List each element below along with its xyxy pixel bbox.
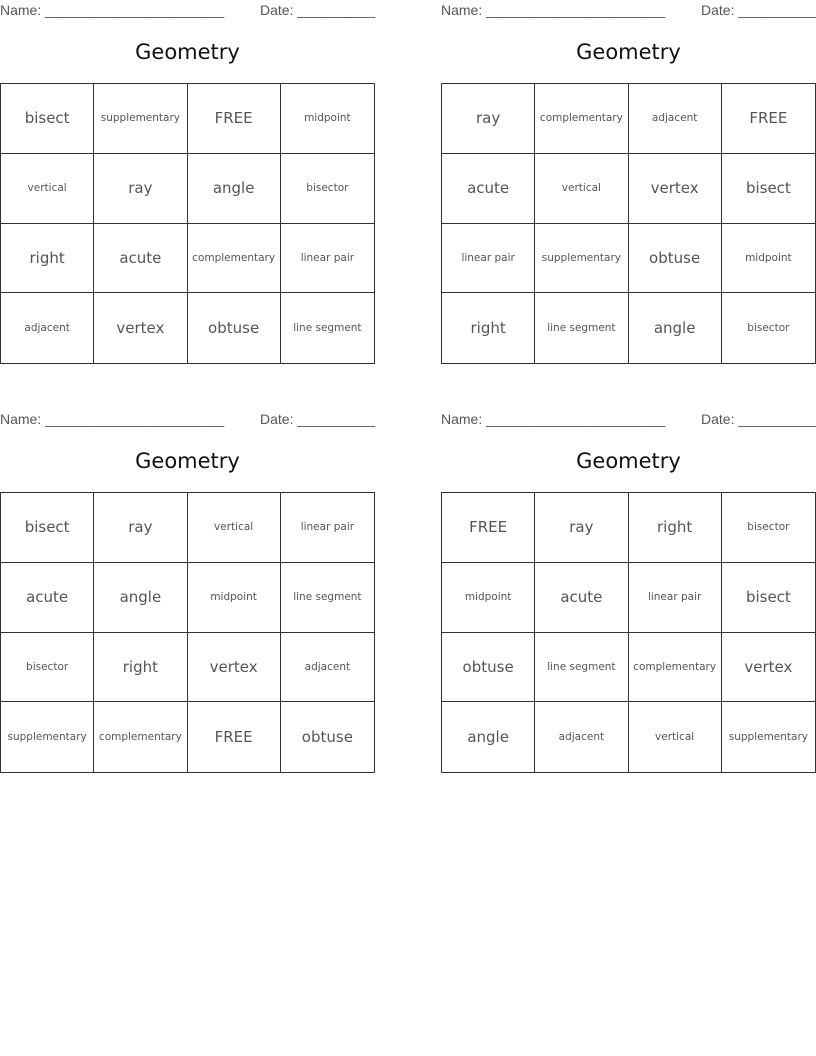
bingo-cell: line segment [281,563,374,633]
bingo-cell: bisect [722,563,815,633]
name-field: Name: _______________________ [0,411,225,427]
bingo-cell: obtuse [301,728,353,747]
bingo-cell: linear pair [281,493,374,563]
bingo-cell: obtuse [188,293,281,363]
bingo-cell: bisect [1,493,94,563]
date-field: Date: __________ [701,411,816,427]
bingo-cell: acute [1,563,94,633]
bingo-cell: vertex [722,633,815,703]
bingo-cell: midpoint [442,563,535,633]
card-title: Geometry [135,449,240,473]
bingo-cell: angle [442,702,535,772]
bingo-cell: vertex [188,633,281,703]
bingo-cell: ray [94,154,187,224]
bingo-cell: supplementary [728,731,808,744]
card-header [0,0,375,20]
bingo-grid [0,83,375,364]
bingo-card-4 [441,409,816,747]
bingo-cell: vertical [629,702,722,772]
bingo-cell: ray [442,84,535,154]
bingo-cell: supplementary [535,224,628,294]
bingo-cell: linear pair [281,224,374,294]
date-field: Date: __________ [260,2,376,18]
bingo-grid [441,492,816,773]
bingo-cell: complementary [629,633,722,703]
bingo-cell: ray [94,493,187,563]
bingo-cell: complementary [94,702,187,772]
bingo-cell: bisector [281,154,374,224]
bingo-card-1 [0,0,376,338]
bingo-cell: bisect [1,84,94,154]
bingo-cell: linear pair [629,563,722,633]
card-header [0,409,375,429]
card-title: Geometry [576,40,681,64]
bingo-cell: adjacent [535,702,628,772]
bingo-cell: vertex [94,293,187,363]
bingo-cell: bisector [1,633,94,703]
card-title: Geometry [135,40,240,64]
name-field: Name: _______________________ [441,411,666,427]
bingo-cell: line segment [293,322,362,335]
bingo-cell: obtuse [442,633,535,703]
date-field: Date: __________ [701,2,816,18]
bingo-cell: midpoint [281,84,374,154]
bingo-grid [441,83,816,364]
bingo-cell: midpoint [722,224,815,294]
bingo-cell: acute [442,154,535,224]
bingo-cell: right [442,293,535,363]
name-field: Name: _______________________ [441,2,666,18]
bingo-cell: vertical [1,154,94,224]
card-header [441,409,816,429]
bingo-grid [0,492,375,773]
bingo-cell: line segment [535,293,628,363]
card-title: Geometry [576,449,681,473]
bingo-cell: linear pair [442,224,535,294]
bingo-cell: ray [535,493,628,563]
bingo-cell: bisect [722,154,815,224]
bingo-cell: bisector [722,493,815,563]
bingo-cell: acute [535,563,628,633]
bingo-cell: line segment [535,633,628,703]
bingo-cell: vertex [629,154,722,224]
bingo-cell: angle [94,563,187,633]
bingo-cell: FREE [442,493,535,563]
bingo-cell: adjacent [629,84,722,154]
card-header [441,0,816,20]
bingo-cell: FREE [188,702,281,772]
bingo-cell: midpoint [188,563,281,633]
bingo-cell: supplementary [94,84,187,154]
bingo-cell: FREE [722,84,815,154]
bingo-cell: right [629,493,722,563]
bingo-card-2 [441,0,816,338]
bingo-cell: complementary [188,224,281,294]
bingo-cell: FREE [188,84,281,154]
bingo-cell: right [1,224,94,294]
bingo-cell: complementary [535,84,628,154]
bingo-cell: bisector [747,322,790,335]
bingo-cell: adjacent [281,633,374,703]
bingo-cell: obtuse [629,224,722,294]
date-field: Date: __________ [260,411,376,427]
bingo-cell: vertical [535,154,628,224]
bingo-cell: vertical [188,493,281,563]
bingo-card-3 [0,409,376,747]
bingo-cell: angle [188,154,281,224]
bingo-cell: angle [629,293,722,363]
name-field: Name: _______________________ [0,2,225,18]
bingo-cell: adjacent [1,293,94,363]
bingo-cell: supplementary [1,702,94,772]
bingo-cell: right [94,633,187,703]
bingo-cell: acute [94,224,187,294]
